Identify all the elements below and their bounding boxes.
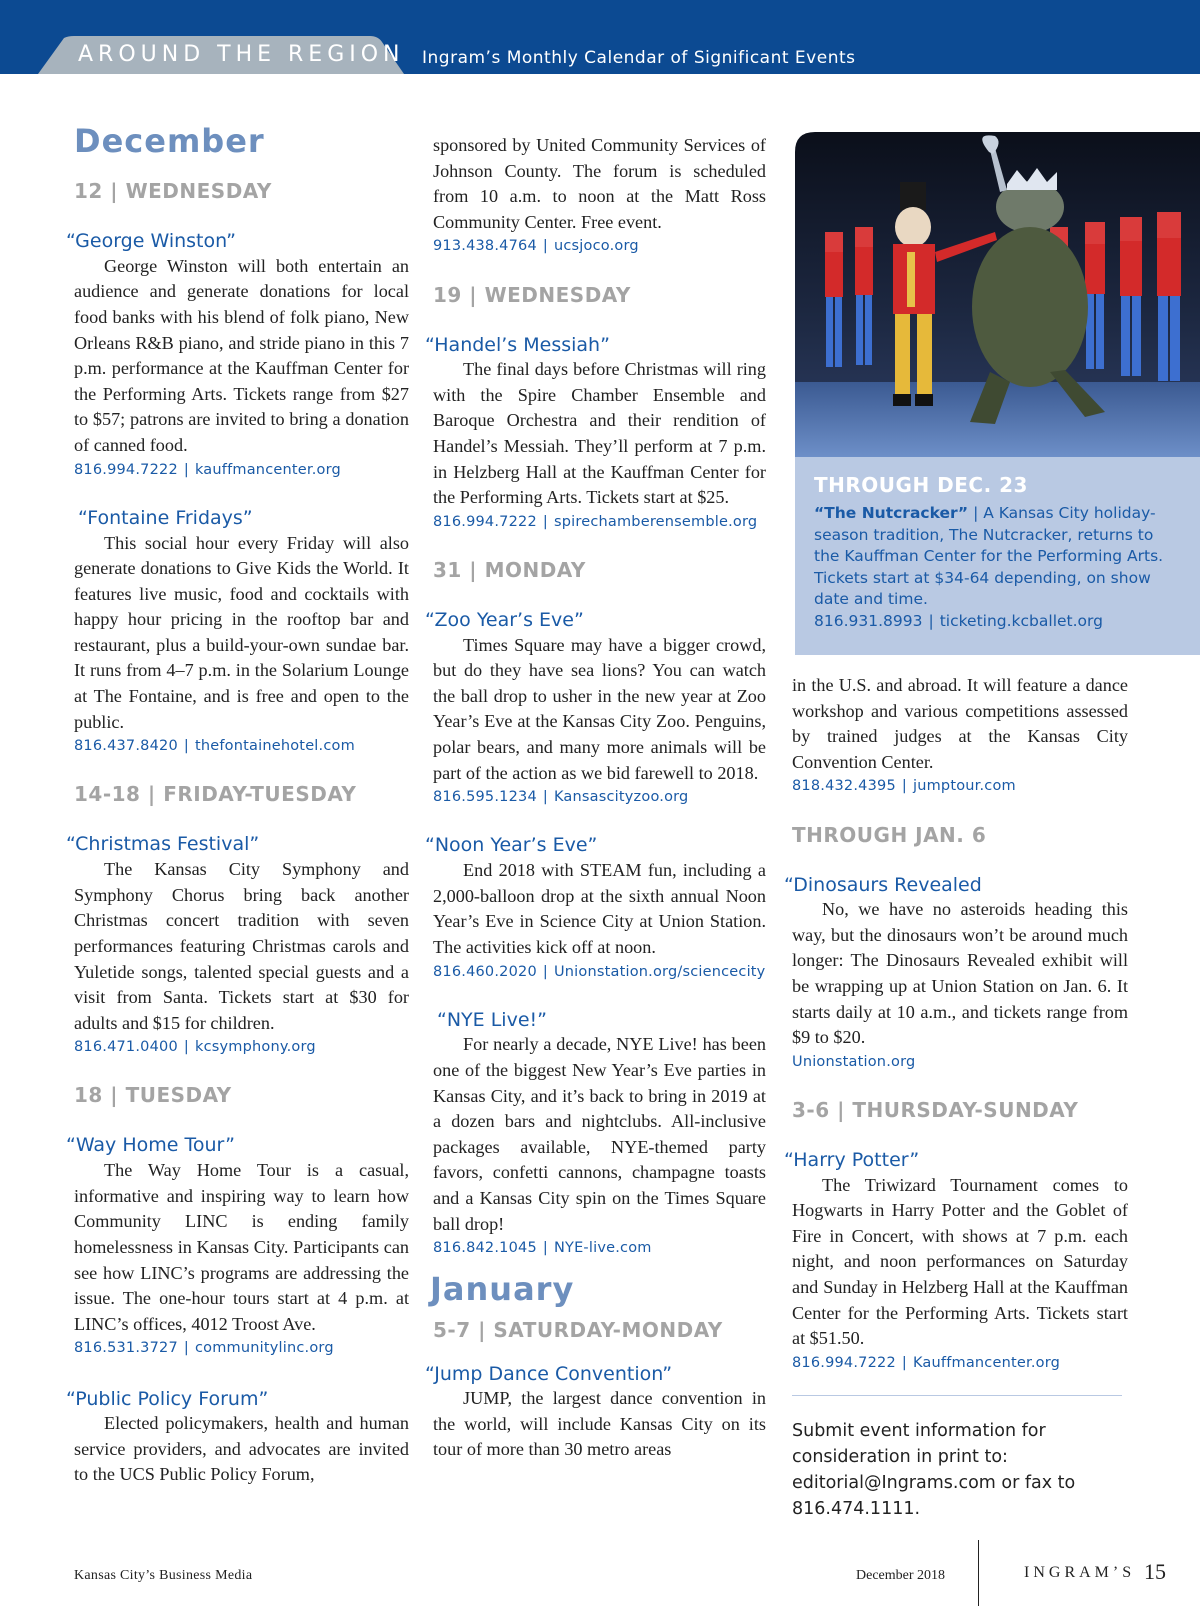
event-link[interactable]: NYE-live.com	[553, 1240, 652, 1257]
caption-day-heading: THROUGH DEC. 23	[814, 473, 1028, 497]
caption-contact	[814, 611, 1180, 633]
column-2	[425, 133, 766, 1463]
event-body: Elected policymakers, health and human service providers, and advocates are invited to the UCS Public Policy Forum,	[74, 1413, 409, 1485]
page-number: 15	[1144, 1559, 1166, 1584]
submit-info: Submit event information for consideration in print to: editorial@Ingrams.com or fax to 816.474.1111.	[792, 1421, 1076, 1520]
contact-separator: |	[542, 1240, 548, 1257]
event-body: The Way Home Tour is a casual, informative and inspiring way to learn how Community LINC is ending family homelessness in Kansas City. Participants can see how LINC’s programs are addressing the issue. The one-hour tours start at 4 p.m. at LINC’s offices, 4012 Troost Ave.	[74, 1160, 409, 1334]
event-title: “Handel’s Messiah”	[425, 333, 610, 356]
event-title: “Fontaine Fridays”	[78, 506, 253, 529]
divider-rule	[792, 1395, 1122, 1396]
event-body: The Triwizard Tournament comes to Hogwarts in Harry Potter and the Goblet of Fire in Concert, with shows at 7 p.m. each night, and noon performances on Saturday and Sunday in Helzberg Hall at the Kauffman Center for the Performing Arts. Tickets start at $51.50.	[792, 1174, 1128, 1349]
event-body-continued: sponsored by United Community Services of Johnson County. The forum is scheduled from 10 a.m. to noon at the Matt Ross Community Center. Free event.	[433, 135, 766, 232]
event-body-continued: in the U.S. and abroad. It will feature a dance workshop and various competitions assessed by trained judges at the Kansas City Convention Center.	[792, 675, 1128, 772]
day-heading: 3-6 | THURSDAY-SUNDAY	[792, 1098, 1079, 1122]
section-label: AROUND THE REGION	[78, 42, 405, 67]
caption-title: “The Nutcracker”	[814, 504, 969, 522]
event-link[interactable]: spirechamberensemble.org	[553, 513, 758, 530]
event-contact	[74, 1337, 409, 1360]
event-phone: 816.994.7222	[74, 461, 178, 478]
month-heading: January	[430, 1270, 575, 1309]
footer-tagline: Kansas City’s Business Media	[74, 1568, 253, 1583]
column-1	[66, 120, 409, 1488]
event-contact	[74, 735, 409, 758]
event-contact	[792, 775, 1128, 798]
footer-magazine-name: INGRAM’S	[1024, 1564, 1136, 1581]
event-title: “NYE Live!”	[437, 1008, 547, 1031]
nutcracker-caption	[795, 457, 1200, 655]
event-phone: 816.994.7222	[433, 513, 537, 530]
event-body: This social hour every Friday will also generate donations to Give Kids the World. It features live music, food and cocktails with happy hour pricing in the rooftop bar and restaurant, plus a build-your-own sundae bar. It runs from 4–7 p.m. in the Solarium Lounge at The Fontaine, and is free and open to the public.	[74, 532, 409, 732]
day-heading: 5-7 | SATURDAY-MONDAY	[433, 1317, 723, 1342]
event-title: “Public Policy Forum”	[66, 1387, 269, 1410]
event-body: The Kansas City Symphony and Symphony Chorus bring back another Christmas concert tradition with seven performances featuring Christmas carols and Yuletide songs, talented special guests and a visit from Santa. Tickets start at $30 for adults and $15 for children.	[74, 859, 409, 1033]
contact-separator: |	[901, 778, 907, 795]
event-link[interactable]: communitylinc.org	[194, 1340, 334, 1357]
day-heading: THROUGH JAN. 6	[792, 822, 987, 847]
column-3	[784, 673, 1128, 1522]
day-heading: 31 | MONDAY	[433, 558, 586, 582]
event-body: No, we have no asteroids heading this way, but the dinosaurs won’t be around much longer: The Dinosaurs Revealed exhibit will be wrapping up at Union Station on Jan. 6. It starts daily at 10 a.m., and tickets range from $9 to $20.	[792, 899, 1128, 1048]
event-link[interactable]: jumptour.com	[912, 778, 1016, 795]
header-subtitle: Ingram’s Monthly Calendar of Significant Events	[422, 48, 856, 68]
contact-separator: |	[183, 461, 189, 478]
day-heading: 14-18 | FRIDAY-TUESDAY	[74, 782, 357, 807]
event-title: “Harry Potter”	[784, 1149, 920, 1171]
event-phone: 816.994.7222	[792, 1354, 896, 1371]
event-contact	[792, 1051, 1128, 1074]
event-title: “George Winston”	[66, 230, 236, 253]
event-link[interactable]: kauffmancenter.org	[194, 461, 341, 478]
event-contact	[433, 511, 766, 534]
event-phone: 816.595.1234	[433, 789, 537, 806]
event-contact	[433, 1237, 766, 1260]
footer-divider	[978, 1540, 979, 1606]
nutcracker-photo	[795, 132, 1200, 457]
event-body: George Winston will both entertain an audience and generate donations for local food banks with his blend of folk piano, New Orleans R&B piano, and stride piano in this 7 p.m. performance at the Kauffman Center for the Performing Arts. Tickets range from $27 to $57; patrons are invited to bring a donation of canned food.	[74, 255, 409, 456]
event-phone: 913.438.4764	[433, 238, 537, 255]
contact-separator: |	[542, 963, 548, 980]
event-title: “Zoo Year’s Eve”	[425, 609, 584, 631]
event-link[interactable]: Unionstation.org/sciencecity	[553, 963, 766, 980]
footer-date: December 2018	[856, 1568, 946, 1583]
event-phone: 816.471.0400	[74, 1039, 178, 1056]
event-body: JUMP, the largest dance convention in the world, will include Kansas City on its tour of more than 30 metro areas	[433, 1388, 766, 1460]
event-phone: 816.842.1045	[433, 1240, 537, 1257]
event-link[interactable]: ucsjoco.org	[553, 238, 639, 255]
event-link[interactable]: thefontainehotel.com	[194, 738, 355, 755]
event-contact	[433, 961, 766, 984]
contact-separator: |	[928, 611, 934, 630]
event-body: Times Square may have a bigger crowd, but do they have sea lions? You can watch the ball drop to usher in the new year at Zoo Year’s Eve at the Kansas City Zoo. Penguins, polar bears, and many more animals will be part of the action as we bid farewell to 2018.	[433, 634, 766, 783]
event-title: “Dinosaurs Revealed	[784, 873, 982, 896]
caption-phone: 816.931.8993	[814, 611, 923, 630]
event-phone: 816.460.2020	[433, 963, 537, 980]
event-phone: 818.432.4395	[792, 778, 896, 795]
event-contact	[74, 459, 409, 482]
contact-separator: |	[542, 513, 548, 530]
day-heading: 12 | WEDNESDAY	[74, 179, 272, 204]
event-link[interactable]: kcsymphony.org	[194, 1039, 316, 1056]
contact-separator: |	[901, 1354, 907, 1371]
event-contact	[433, 235, 766, 258]
event-title: “Way Home Tour”	[66, 1134, 235, 1157]
event-title: “Noon Year’s Eve”	[425, 834, 598, 857]
event-title: “Christmas Festival”	[66, 833, 260, 856]
event-body: End 2018 with STEAM fun, including a 2,000-balloon drop at the sixth annual Noon Year’s Eve in Science City at Union Station. The activities kick off at noon.	[433, 860, 766, 957]
event-contact	[792, 1352, 1128, 1375]
event-link[interactable]: Kauffmancenter.org	[912, 1354, 1061, 1371]
caption-link[interactable]: ticketing.kcballet.org	[939, 611, 1103, 630]
ballet-stage-image	[795, 132, 1200, 457]
event-contact	[74, 1036, 409, 1059]
day-heading: 19 | WEDNESDAY	[433, 282, 631, 307]
caption-separator: |	[973, 504, 979, 522]
contact-separator: |	[542, 789, 548, 806]
contact-separator: |	[183, 738, 189, 755]
event-body: For nearly a decade, NYE Live! has been one of the biggest New Year’s Eve parties in Kansas City, and it’s back to bring in 2019 at a dozen bars and nightclubs. All-inclusive packages available, NYE-themed party favors, confetti cannons, champagne toasts and a Kansas City spin on the Times Square ball drop!	[433, 1034, 766, 1234]
event-body: The final days before Christmas will ring with the Spire Chamber Ensemble and Baroque Orchestra and their rendition of Handel’s Messiah. They’ll perform at 7 p.m. in Helzberg Hall at the Kauffman Center for the Performing Arts. Tickets start at $25.	[433, 359, 766, 508]
event-phone: 816.437.8420	[74, 738, 178, 755]
day-heading: 18 | TUESDAY	[74, 1083, 232, 1108]
event-contact	[433, 786, 766, 809]
caption-body: A Kansas City holiday-season tradition, The Nutcracker, returns to the Kauffman Center for the Performing Arts. Tickets start at $34-64 depending, on show date and time.	[814, 504, 1164, 608]
event-title: “Jump Dance Convention”	[425, 1362, 673, 1385]
event-link[interactable]: Unionstation.org	[792, 1053, 916, 1070]
contact-separator: |	[183, 1039, 189, 1056]
event-link[interactable]: Kansascityzoo.org	[553, 789, 689, 806]
caption-text	[814, 503, 1180, 611]
contact-separator: |	[542, 238, 548, 255]
event-phone: 816.531.3727	[74, 1340, 178, 1357]
contact-separator: |	[183, 1340, 189, 1357]
month-heading: December	[74, 122, 265, 160]
